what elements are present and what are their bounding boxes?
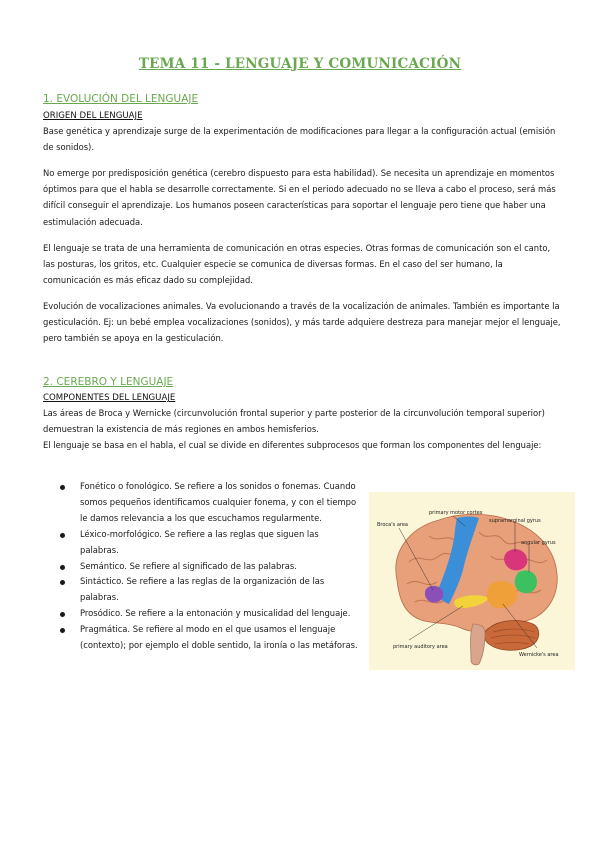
label-brocas-area: Broca's area <box>377 522 408 528</box>
brain-diagram <box>369 492 575 670</box>
section-1-heading: 1. EVOLUCIÓN DEL LENGUAJE <box>43 93 199 105</box>
paragraph: No emerge por predisposición genética (cerebro dispuesto para esta habilidad). Se necesita un aprendizaje en momentos óptimos para que el habla se desarrolle correctamente. Si en el periodo adecuado no se lleva a cabo el proceso, será más difícil conseguir el aprendizaje. Los humanos poseen características para soportar el lenguaje pero tiene que haber una estimulación adecuada. <box>43 168 556 227</box>
bullet-icon <box>60 580 65 585</box>
paragraph: Las áreas de Broca y Wernicke (circunvolución frontal superior y parte posterior de la circunvolución temporal superior) demuestran la existencia de más regiones en ambos hemisferios. <box>43 408 545 435</box>
bullet-icon <box>60 565 65 570</box>
page-title: TEMA 11 - LENGUAJE Y COMUNICACIÓN <box>138 56 462 72</box>
language-components-list <box>58 479 358 654</box>
section-2-heading: 2. CEREBRO Y LENGUAJE <box>43 376 174 388</box>
section-2-subheading: COMPONENTES DEL LENGUAJE <box>43 393 176 403</box>
angular-gyrus-region <box>515 570 537 593</box>
label-wernickes-area: Wernicke's area <box>519 652 559 658</box>
list-item-text: Fonético o fonológico. Se refiere a los sonidos o fonemas. Cuando somos pequeños identificamos cualquier fonema, y con el tiempo le damos relevancia a los que escuchamos regularmente. <box>80 481 357 523</box>
bullet-icon <box>60 485 65 490</box>
list-item <box>58 622 358 654</box>
list-item-text: Semántico. Se refiere al significado de las palabras. <box>80 560 297 571</box>
list-item <box>58 574 358 606</box>
list-item-text: Prosódico. Se refiere a la entonación y musicalidad del lenguaje. <box>80 608 351 619</box>
label-supramarginal-gyrus: supramarginal gyrus <box>489 518 541 524</box>
list-item <box>58 479 358 527</box>
section-1-subheading: ORIGEN DEL LENGUAJE <box>43 111 143 121</box>
bullet-icon <box>60 533 65 538</box>
paragraph: Evolución de vocalizaciones animales. Va evolucionando a través de la vocalización de animales. También es importante la gesticulación. Ej: un bebé emplea vocalizaciones (sonidos), y más tarde adquiere destreza para manejar mejor el lenguaje, pero también se apoya en la gesticulación. <box>43 301 561 344</box>
label-angular-gyrus: angular gyrus <box>521 540 556 546</box>
label-primary-auditory-area: primary auditory area <box>393 644 448 650</box>
paragraph: El lenguaje se basa en el habla, el cual se divide en diferentes subprocesos que forman los componentes del lenguaje: <box>43 440 542 450</box>
list-item-text: Sintáctico. Se refiere a las reglas de la organización de las palabras. <box>80 576 325 603</box>
list-item <box>58 606 358 622</box>
label-primary-motor-cortex: primary motor cortex <box>429 510 483 516</box>
paragraph: El lenguaje se trata de una herramienta de comunicación en otras especies. Otras formas de comunicación son el canto, las posturas, los gritos, etc. Cualquier especie se comunica de diversas formas. En el caso del ser humano, la comunicación es más eficaz dado su complejidad. <box>43 243 551 286</box>
list-item <box>58 527 358 559</box>
list-item-text: Pragmática. Se refiere al modo en el que usamos el lenguaje (contexto); por ejemplo el doble sentido, la ironía o las metáforas. <box>80 624 358 651</box>
cortex-shape <box>396 514 557 631</box>
list-item <box>58 559 358 575</box>
paragraph: Base genética y aprendizaje surge de la experimentación de modificaciones para llegar a la configuración actual (emisión de sonidos). <box>43 126 556 153</box>
brain-diagram-figure <box>369 492 575 670</box>
bullet-icon <box>60 628 65 633</box>
bullet-icon <box>60 612 65 617</box>
list-item-text: Léxico-morfológico. Se refiere a las reglas que siguen las palabras. <box>80 528 319 555</box>
